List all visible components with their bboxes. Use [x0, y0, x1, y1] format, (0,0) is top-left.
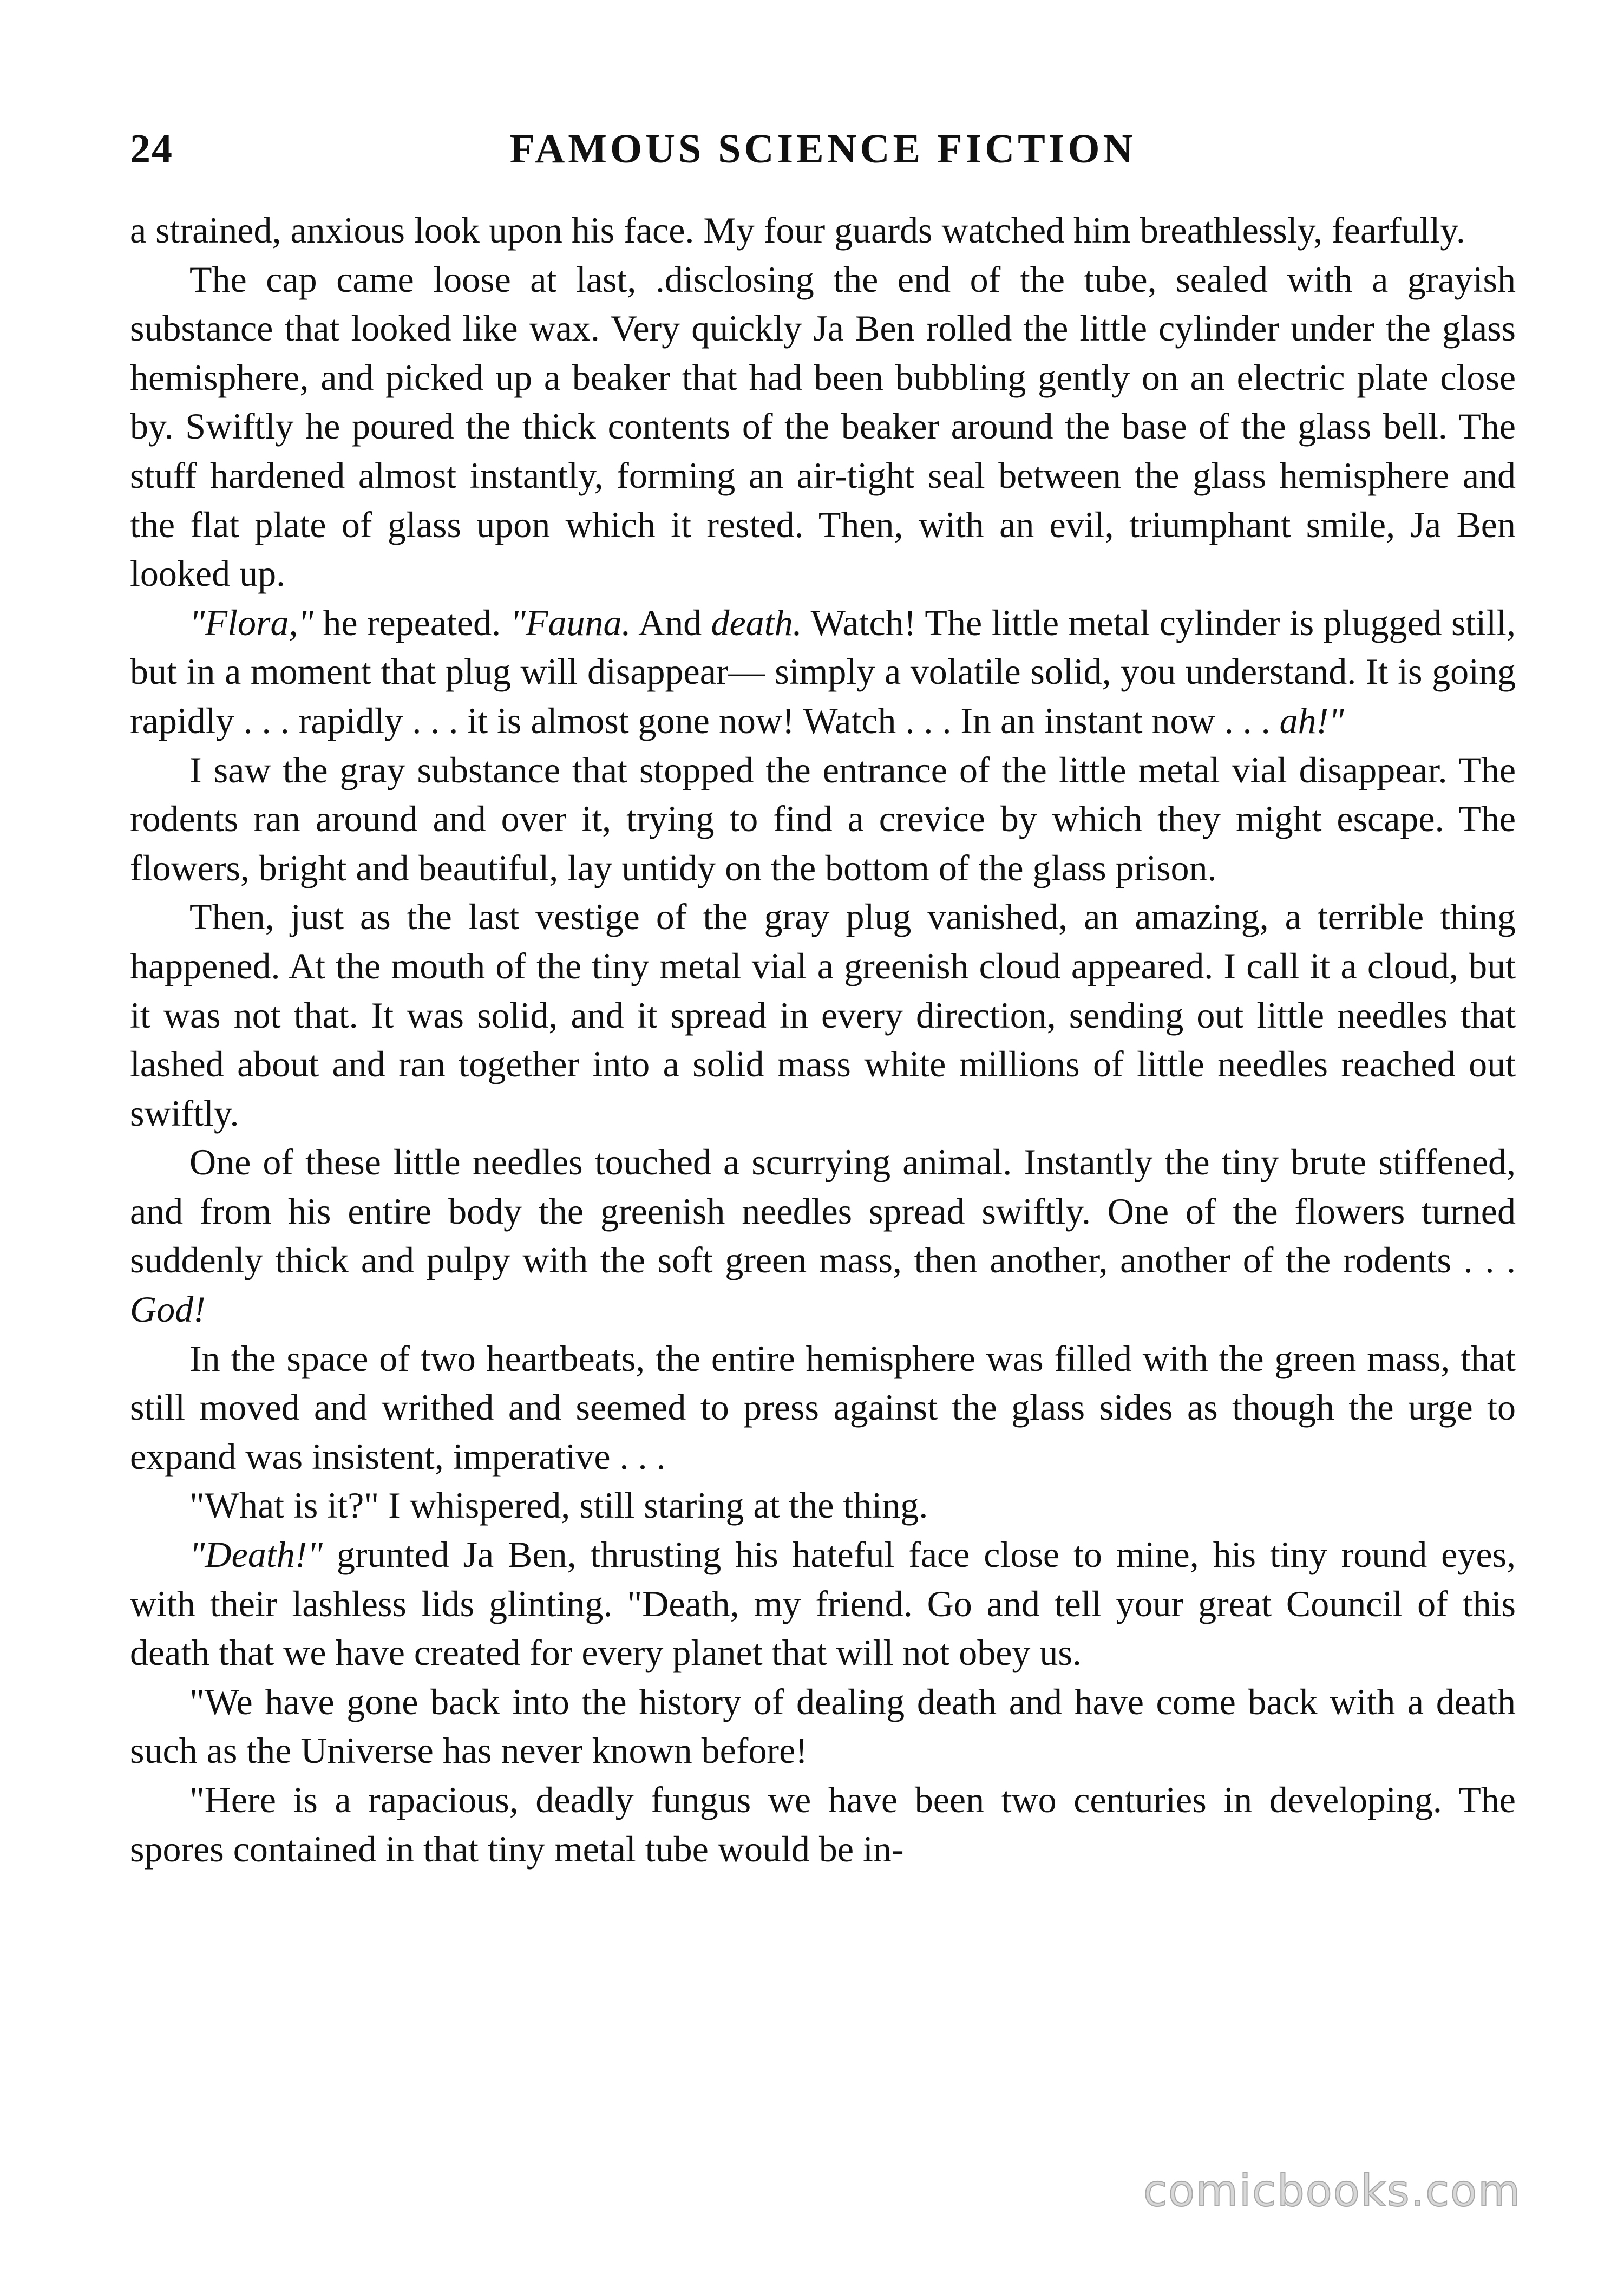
italic-text: "Fauna.	[510, 602, 631, 643]
paragraph: The cap came loose at last, .disclosing the end of the tube, sealed with a grayish substance that looked like wax. Very quickly Ja Ben rolled the little cylinder under the glass hemisphere, and picked up a beaker that had been bubbling gently on an electric plate close by. Swiftly he poured the thick contents of the beaker around the base of the glass bell. The stuff hardened almost instantly, forming an air-tight seal between the glass hemisphere and the flat plate of glass upon which it rested. Then, with an evil, triumphant smile, Ja Ben looked up.	[130, 258, 1516, 594]
story-text	[130, 206, 1516, 1873]
paragraph: "We have gone back into the history of dealing death and have come back with a death such as the Universe has never known before!	[130, 1681, 1516, 1772]
running-head: FAMOUS SCIENCE FICTION	[509, 126, 1136, 172]
paragraph: Then, just as the last vestige of the gray plug vanished, an amazing, a terrible thing happened. At the mouth of the tiny metal vial a greenish cloud appeared. I call it a cloud, but it was not that. It was solid, and it spread in every direction, sending out little needles that lashed about and ran together into a solid mass white millions of little needles reached out swiftly.	[130, 896, 1516, 1134]
text-run: he repeated.	[313, 602, 510, 643]
paragraph: "What is it?" I whispered, still staring at the thing.	[189, 1485, 928, 1526]
paragraph	[130, 598, 1516, 746]
watermark: comicbooks.com	[1143, 2166, 1521, 2216]
italic-text: ah!"	[1279, 700, 1344, 741]
italic-text: "Death!"	[189, 1534, 323, 1576]
text-run: And	[631, 602, 711, 643]
paragraph: I saw the gray substance that stopped the entrance of the little metal vial disappear. The rodents ran around and over it, trying to find a crevice by which they might escape. The flowers, bright and beautiful, lay untidy on the bottom of the glass prison.	[130, 749, 1516, 888]
page-header	[130, 126, 1516, 180]
paragraph: In the space of two heartbeats, the entire hemisphere was filled with the green mass, that still moved and writhed and seemed to press against the glass sides as though the urge to expand was insistent, imperative . . .	[130, 1337, 1516, 1477]
text-run: One of these little needles touched a scurrying animal. Instantly the tiny brute stiffened, and from his entire body the greenish needles spread swiftly. One of the flowers turned suddenly thick and pulpy with the soft green mass, then another, another of the rodents . . .	[130, 1141, 1516, 1281]
italic-text: death.	[711, 602, 802, 643]
paragraph: a strained, anxious look upon his face. My four guards watched him breathlessly, fearfully.	[130, 210, 1465, 251]
page-number: 24	[130, 126, 173, 172]
paragraph	[130, 1138, 1516, 1334]
paragraph: "Here is a rapacious, deadly fungus we have been two centuries in developing. The spores contained in that tiny metal tube would be in-	[130, 1779, 1516, 1870]
italic-text: "Flora,"	[189, 602, 314, 643]
text-run: Watch! The little metal cylinder is plugged still, but in a moment that plug will disappear— simply a volatile solid, you understand. It is going rapidly . . . rapidly . . . it is almost gone now! Watch . . . In an instant now . . .	[130, 602, 1516, 741]
italic-text: God!	[130, 1289, 206, 1330]
text-run: grunted Ja Ben, thrusting his hateful face close to mine, his tiny round eyes, with their lashless lids glinting. "Death, my friend. Go and tell your great Council of this death that we have created for every planet that will not obey us.	[130, 1534, 1516, 1674]
paragraph	[130, 1530, 1516, 1677]
